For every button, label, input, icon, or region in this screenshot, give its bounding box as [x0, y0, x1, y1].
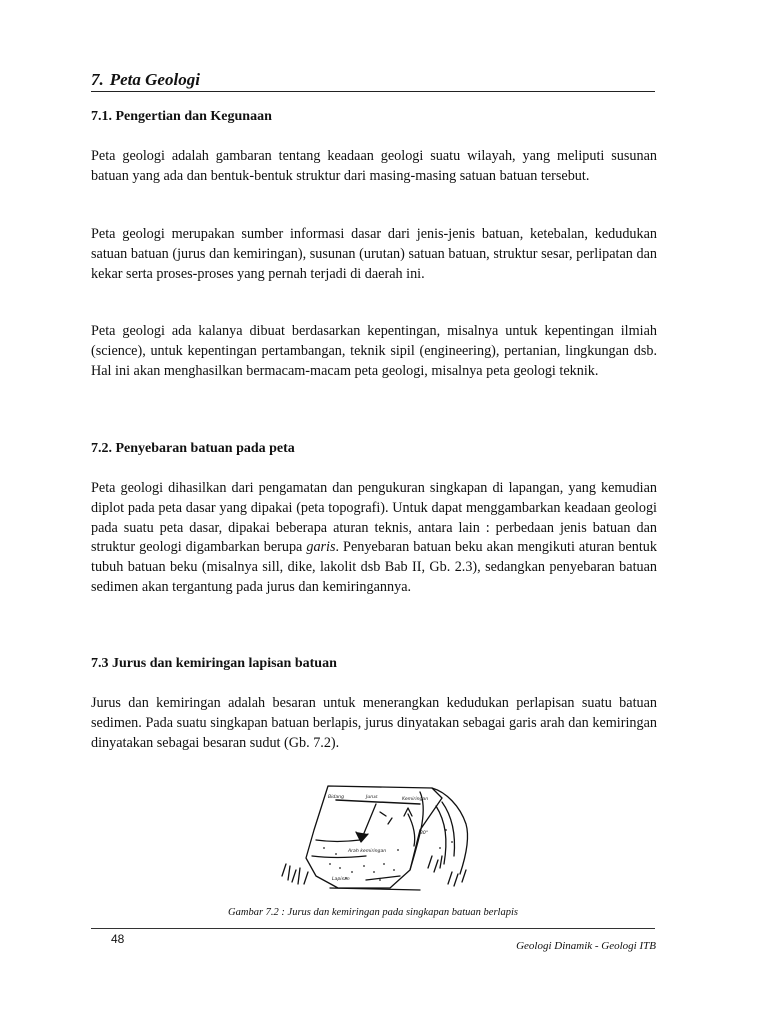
- section-heading-7-2: 7.2. Penyebaran batuan pada peta: [91, 441, 295, 456]
- chapter-title: [91, 70, 655, 92]
- bedding-line: [312, 856, 366, 858]
- paragraph-7-2-italic-term: garis: [306, 539, 336, 556]
- section-heading-7-1: 7.1. Pengertian dan Kegunaan: [91, 109, 272, 124]
- figure-strike-dip-illustration: [270, 776, 480, 898]
- label-lapisan: Lapisan: [332, 877, 350, 882]
- label-arah-kemiringan: Arah kemiringan: [348, 849, 387, 854]
- label-bidang: Bidang: [328, 795, 344, 800]
- label-kemiringan: Kemiringan: [402, 797, 429, 802]
- figure-caption: Gambar 7.2 : Jurus dan kemiringan pada singkapan batuan berlapis: [228, 907, 518, 918]
- dip-angle-arc: [408, 814, 415, 846]
- rock-stipple: [323, 829, 453, 881]
- footer-divider: [91, 928, 655, 929]
- outcrop-sketch: [270, 776, 480, 898]
- grass-tuft: [282, 864, 290, 880]
- paragraph-7-3: Jurus dan kemiringan adalah besaran untuk menerangkan kedudukan perlapisan suatu batuan sedimen. Pada suatu singkapan batuan berlapis, jurus dinyatakan sebagai garis arah dan kemiringan dinyatakan sebagai besaran sudut (Gb. 7.2).: [91, 695, 657, 751]
- strike-tick: [388, 818, 392, 824]
- ground-line: [366, 876, 400, 880]
- paragraph-7-1-c: Peta geologi ada kalanya dibuat berdasarkan kepentingan, misalnya untuk kepentingan ilmiah (science), untuk kepentingan pertambangan, teknik sipil (engineering), pertanian, lingkungan dsb. Hal ini akan menghasilkan bermacam-macam peta geologi, misalnya peta geologi teknik.: [91, 323, 657, 379]
- grass-tuft: [448, 870, 466, 886]
- bedding-line: [442, 802, 455, 856]
- footer-text: Geologi Dinamik - Geologi ITB: [516, 940, 656, 952]
- grass-tuft: [428, 856, 442, 872]
- page-number: 48: [111, 932, 125, 946]
- paragraph-7-2-part-1: Peta geologi dihasilkan dari pengamatan dan pengukuran singkapan di lapangan, yang kemudian diplot pada peta dasar yang dipakai (peta topografi). Untuk dapat menggambarkan keadaan geologi pada suatu peta dasar, dipakai beberapa aturan teknis, antara lain : perbedaan jenis batuan dan struktur geologi digambarkan berupa: [91, 480, 657, 556]
- bedding-line: [436, 806, 446, 864]
- bedding-line: [316, 840, 360, 842]
- paragraph-7-1-a: Peta geologi adalah gambaran tentang keadaan geologi suatu wilayah, yang meliputi susunan batuan yang ada dan bentuk-bentuk struktur dari masing-masing satuan batuan tersebut.: [91, 148, 657, 184]
- strike-tick: [380, 812, 386, 816]
- chapter-number: 7.: [91, 70, 104, 89]
- grass-tuft: [292, 868, 308, 884]
- dip-arrow-line: [362, 804, 376, 838]
- paragraph-7-2: [91, 479, 657, 598]
- chapter-title-text: Peta Geologi: [109, 70, 200, 89]
- paragraph-7-1-b: Peta geologi merupakan sumber informasi dasar dari jenis-jenis batuan, ketebalan, kedudukan satuan batuan (jurus dan kemiringan), susunan (urutan) satuan batuan, struktur sesar, perlipatan dan kekar serta proses-proses yang pernah terjadi di daerah ini.: [91, 226, 657, 282]
- paragraph-7-2-part-2: . Penyebaran batuan beku akan mengikuti aturan bentuk tubuh batuan beku (misalnya sill, dike, lakolit dsb Bab II, Gb. 2.3), sedangkan penyebaran batuan sedimen akan tergantung pada jurus dan kemiringannya.: [91, 539, 657, 595]
- label-jurus: Jurus: [366, 795, 378, 800]
- section-heading-7-3: 7.3 Jurus dan kemiringan lapisan batuan: [91, 656, 337, 671]
- label-degree: 30°: [420, 831, 429, 836]
